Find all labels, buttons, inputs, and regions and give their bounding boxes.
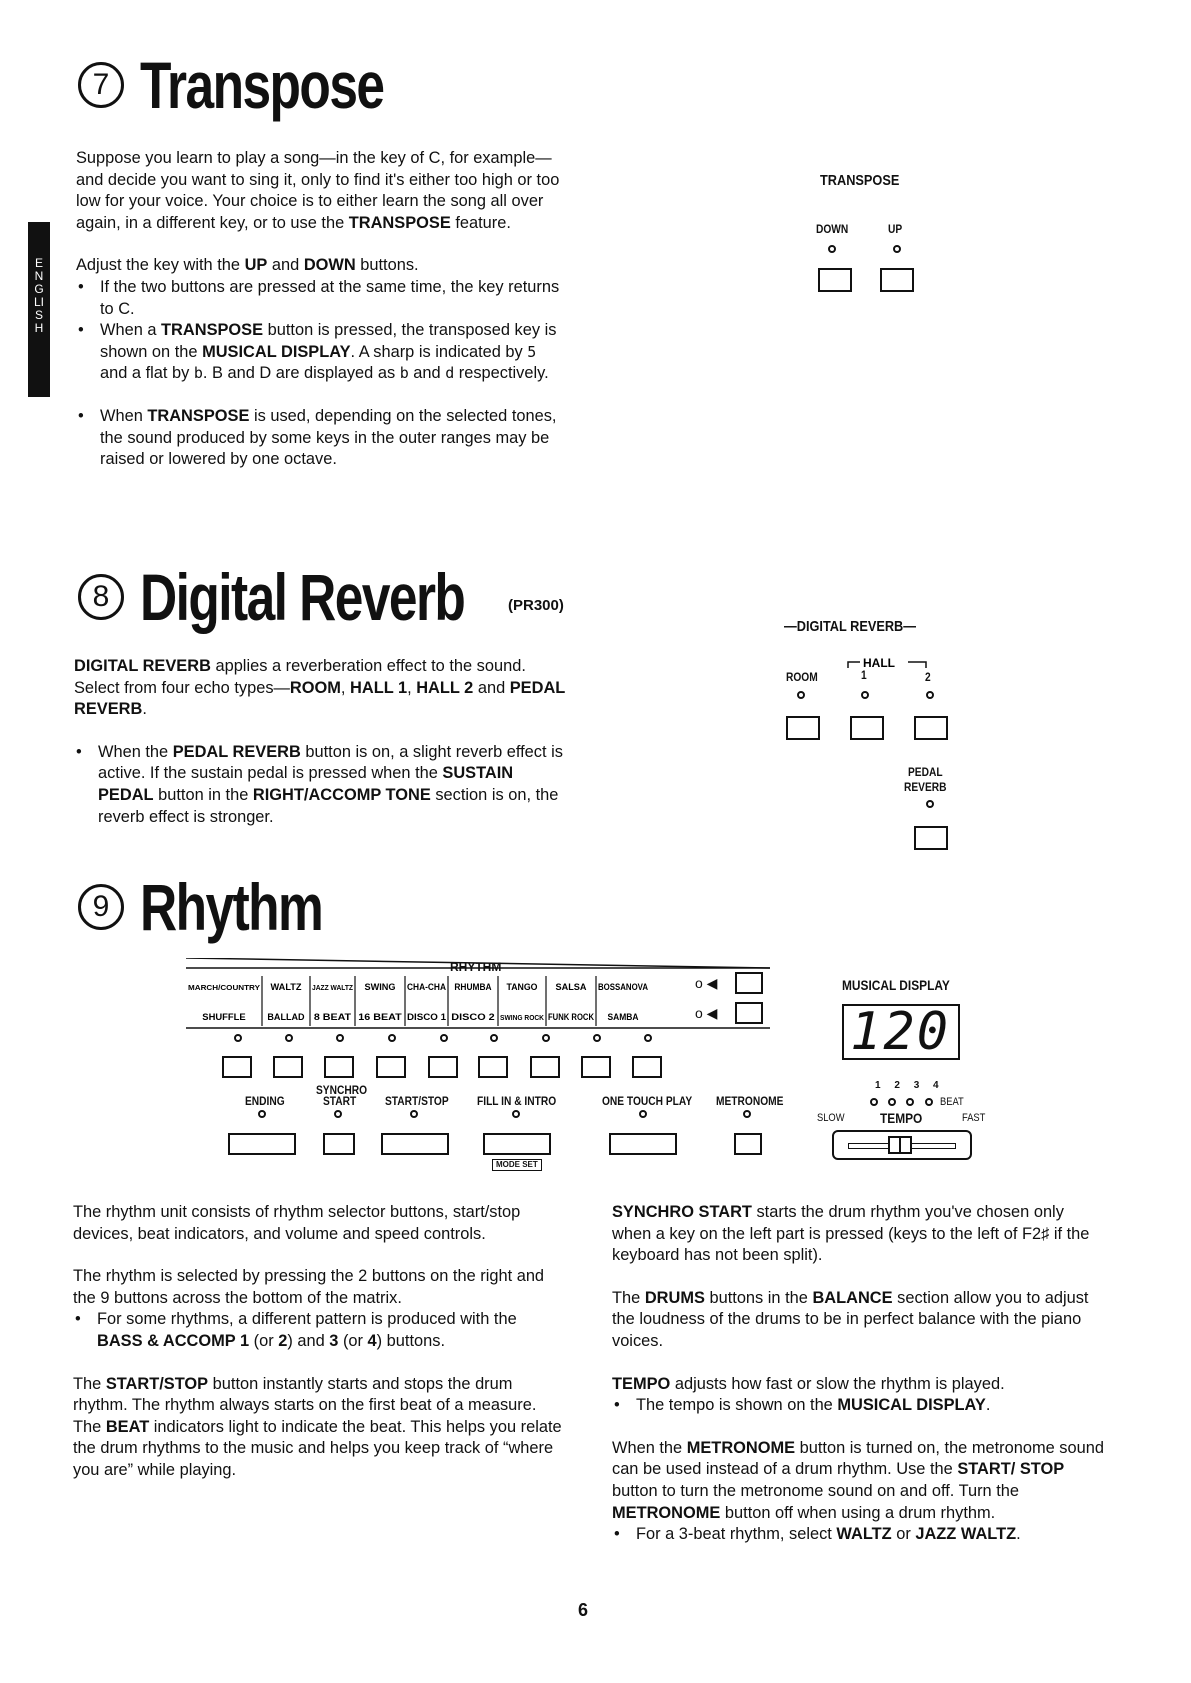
- rhythm-row1-label-4: CHA-CHA: [407, 982, 447, 993]
- b2g: . B and D are displayed as: [202, 364, 400, 383]
- rhythm-selector-button-1[interactable]: [222, 1056, 252, 1078]
- rhythm-selector-led-4: [388, 1034, 396, 1042]
- row1-led-arrow: o ◀: [695, 975, 718, 991]
- transpose-bullet-2: [76, 320, 568, 385]
- rhythm-row2-label-8: SAMBA: [607, 1012, 639, 1023]
- display-value: 120: [850, 1002, 950, 1062]
- rhythm-heading: [78, 870, 374, 944]
- reverb-hall2-label: 2: [925, 670, 931, 684]
- beat-2: 2: [894, 1080, 900, 1091]
- synchro-label-1: SYNCHRO: [316, 1083, 368, 1097]
- rb1b-r: MUSICAL DISPLAY: [837, 1396, 986, 1415]
- rhythm-right-bullet-1: [612, 1395, 1104, 1417]
- reverb-text: [74, 656, 568, 828]
- b2b: TRANSPOSE: [161, 321, 264, 340]
- transpose-down-led: [828, 245, 836, 253]
- reverb-title: Digital Reverb: [140, 560, 465, 634]
- metronome-button[interactable]: [734, 1133, 762, 1155]
- rhythm-selector-button-5[interactable]: [428, 1056, 458, 1078]
- beat-led-3: [906, 1098, 914, 1106]
- d-lcd-glyph: d: [445, 364, 455, 383]
- r1a: DIGITAL REVERB: [74, 657, 211, 675]
- b2h: and: [408, 364, 446, 383]
- side-tab-label: ENGLISH: [34, 256, 45, 335]
- tempo-slider[interactable]: [832, 1130, 972, 1160]
- rhythm-selector-button-9[interactable]: [632, 1056, 662, 1078]
- rhythm-title: Rhythm: [140, 870, 323, 944]
- rb2e: .: [1016, 1525, 1021, 1544]
- rhythm-row2-label-3: 16 BEAT: [358, 1012, 402, 1023]
- rhythm-selector-button-7[interactable]: [530, 1056, 560, 1078]
- reverb-bullet-1: [74, 742, 568, 828]
- rhythm-left-p3: [73, 1374, 566, 1482]
- rhythm-row2-label-0: SHUFFLE: [202, 1012, 246, 1023]
- rhythm-left-p1: The rhythm unit consists of rhythm selector buttons, start/stop devices, beat indicators, and volume and speed controls.: [73, 1203, 521, 1243]
- rhythm-row1-label-3: SWING: [364, 982, 396, 993]
- transpose-up-button[interactable]: [880, 268, 914, 292]
- transpose-intro-text: Suppose you learn to play a song—in the key of C, for example—and decide you want to sing it, only to find it's either too high or too low for your voice. Your choice is to either learn the song all over again, in a different key, or to use the: [76, 149, 560, 232]
- rhythm-header: RHYTHM: [450, 960, 502, 974]
- transpose-down-button[interactable]: [818, 268, 852, 292]
- page-number: 6: [578, 1600, 589, 1620]
- rhythm-right-p4: [612, 1438, 1104, 1524]
- transpose-bullet-3: [76, 406, 568, 471]
- beat-numbers: [875, 1080, 939, 1091]
- rhythm-left-p2: The rhythm is selected by pressing the 2 buttons on the right and the 9 buttons across the bottom of the matrix.: [73, 1267, 545, 1307]
- lp3c: button instantly starts and stops the drum rhythm. The rhythm always starts on the first beat of a measure. The: [73, 1374, 537, 1436]
- rhythm-right-bullet-2: [612, 1524, 1104, 1546]
- rp4c: button is turned on, the metronome sound can be used instead of a drum rhythm. Use the: [612, 1438, 1104, 1479]
- hall-bracket: [846, 656, 930, 672]
- rb1a-r: The tempo is shown on the: [636, 1396, 838, 1415]
- language-side-tab: [28, 222, 50, 397]
- transpose-title: Transpose: [140, 48, 384, 122]
- rhythm-row2-label-4: DISCO 1: [407, 1012, 447, 1023]
- rhythm-selector-led-6: [490, 1034, 498, 1042]
- lp3e: indicators light to indicate the beat. This helps you relate the drum rhythms to the music and helps you keep track of “where you are” while playing.: [73, 1417, 562, 1479]
- reverb-room-label: ROOM: [786, 670, 818, 684]
- tempo-label: TEMPO: [880, 1110, 923, 1126]
- synchro-start-led: [334, 1110, 342, 1118]
- rp2d: BALANCE: [812, 1288, 893, 1307]
- rp3a: TEMPO: [612, 1374, 671, 1393]
- rhythm-row2-label-1: BALLAD: [267, 1012, 305, 1023]
- section-number-8: 8: [78, 574, 124, 620]
- rb2a: For a 3-beat rhythm, select: [636, 1525, 837, 1544]
- rb1b: PEDAL REVERB: [172, 742, 301, 761]
- section-number-9: 9: [78, 884, 124, 930]
- startstop-label: START/STOP: [385, 1094, 449, 1108]
- b3a: When: [100, 406, 148, 425]
- pedal-reverb-label-1: PEDAL: [908, 765, 943, 779]
- rhythm-row1-label-0: MARCH/COUNTRY: [188, 983, 260, 992]
- r1b: applies a reverberation effect to the sound. Select from four echo types—: [74, 657, 526, 697]
- transpose-intro-end: feature.: [450, 213, 511, 232]
- sharp-lcd-glyph: 5: [527, 342, 537, 361]
- beat-4: 4: [933, 1080, 939, 1091]
- reverb-room-button[interactable]: [786, 716, 820, 740]
- rb1e: button in the: [153, 785, 253, 804]
- b2a: When a: [100, 321, 162, 340]
- rb1a: When the: [98, 742, 173, 761]
- rp3b: adjusts how fast or slow the rhythm is played.: [670, 1374, 1005, 1393]
- ending-label: ENDING: [245, 1094, 285, 1108]
- beat-1: 1: [875, 1080, 881, 1091]
- synchro-label-2: START: [323, 1094, 357, 1108]
- rhythm-selector-led-9: [644, 1034, 652, 1042]
- b2f: and a flat by: [100, 364, 194, 383]
- r1f: ,: [407, 678, 417, 697]
- reverb-bullets: [74, 742, 568, 828]
- rp4e: button to turn the metronome sound on and off. Turn the: [612, 1481, 1020, 1500]
- adjust-text-3: buttons.: [355, 256, 419, 275]
- rhythm-selector-button-6[interactable]: [478, 1056, 508, 1078]
- rp2c: buttons in the: [704, 1288, 813, 1307]
- mode-set-label: MODE SET: [492, 1159, 542, 1171]
- reverb-hall2-led: [926, 691, 934, 699]
- lb1i: ) buttons.: [376, 1331, 446, 1350]
- r1i: PEDAL REVERB: [74, 678, 566, 719]
- rhythm-selector-button-4[interactable]: [376, 1056, 406, 1078]
- tempo-slider-knob[interactable]: [888, 1136, 912, 1154]
- beat-led-1: [870, 1098, 878, 1106]
- lb1e: ) and: [287, 1331, 330, 1350]
- beat-label: BEAT: [940, 1096, 964, 1108]
- rhythm-row1-label-2: JAZZ WALTZ: [312, 983, 354, 992]
- rhythm-selector-button-2[interactable]: [273, 1056, 303, 1078]
- rb1f: RIGHT/ACCOMP TONE: [252, 785, 431, 804]
- pedal-reverb-button[interactable]: [914, 826, 948, 850]
- tempo-slow-label: SLOW: [817, 1112, 845, 1124]
- rhythm-row-2: [202, 1012, 638, 1023]
- row2-led-arrow: o ◀: [695, 1005, 718, 1021]
- rp2a: The: [612, 1288, 645, 1307]
- tempo-fast-label: FAST: [962, 1112, 986, 1124]
- rhythm-row-1: [188, 982, 648, 993]
- rhythm-row1-label-1: WALTZ: [270, 982, 302, 993]
- rp4g: button off when using a drum rhythm.: [720, 1503, 996, 1522]
- rhythm-row2-label-2: 8 BEAT: [313, 1012, 352, 1023]
- b2e: . A sharp is indicated by: [350, 342, 528, 361]
- rp2b: DRUMS: [644, 1288, 705, 1307]
- reverb-hall2-button[interactable]: [914, 716, 948, 740]
- flat-lcd-glyph: b: [193, 364, 203, 383]
- synchro-start-button[interactable]: [323, 1133, 355, 1155]
- rb1c: button is on, a slight reverb effect is active. If the sustain pedal is pressed when the: [98, 742, 563, 783]
- rp1b: starts the drum rhythm you've chosen only when a key on the left part is pressed (keys to the left of F2♯ if the keyboard has not been split).: [612, 1203, 1090, 1265]
- fill-intro-label: FILL IN & INTRO: [477, 1094, 557, 1108]
- pedal-reverb-led: [926, 800, 934, 808]
- lp3b: START/STOP: [105, 1374, 209, 1393]
- rhythm-selector-led-5: [440, 1034, 448, 1042]
- ending-led: [258, 1110, 266, 1118]
- rp1a: SYNCHRO START: [612, 1203, 752, 1221]
- transpose-heading: [78, 48, 453, 122]
- section-number-7: 7: [78, 62, 124, 108]
- lb1b: BASS & ACCOMP 1: [97, 1331, 250, 1350]
- lb1a: For some rhythms, a different pattern is produced with the: [97, 1310, 517, 1329]
- rhythm-selector-led-7: [542, 1034, 550, 1042]
- rhythm-row2-label-5: DISCO 2: [451, 1012, 495, 1023]
- r1g: HALL 2: [416, 678, 474, 697]
- one-touch-play-led: [639, 1110, 647, 1118]
- reverb-heading: [78, 560, 556, 634]
- r1h: and: [473, 678, 510, 697]
- rhythm-row1-label-8: BOSSANOVA: [598, 982, 649, 993]
- fill-in-intro-button[interactable]: [483, 1133, 551, 1155]
- rb1g: section is on, the reverb effect is stronger.: [98, 785, 559, 826]
- rhythm-right-text: [612, 1202, 1104, 1546]
- transpose-up-led: [893, 245, 901, 253]
- reverb-hall1-button[interactable]: [850, 716, 884, 740]
- transpose-panel-label: TRANSPOSE: [820, 172, 900, 189]
- reverb-panel-label: —DIGITAL REVERB—: [784, 618, 917, 635]
- lb1h: 4: [367, 1331, 377, 1350]
- rhythm-selector-button-8[interactable]: [581, 1056, 611, 1078]
- rhythm-row2-label-6: SWING ROCK: [500, 1013, 545, 1022]
- b3c: is used, depending on the selected tones, the sound produced by some keys in the outer ranges may be raised or lowered by one octave.: [100, 406, 557, 469]
- ending-button[interactable]: [228, 1133, 296, 1155]
- transpose-adjust: [76, 255, 568, 277]
- rhythm-right-p1: [612, 1202, 1104, 1267]
- b2d: MUSICAL DISPLAY: [202, 342, 351, 361]
- rb2c: or: [891, 1525, 916, 1544]
- adjust-down: DOWN: [303, 256, 356, 275]
- metronome-led: [743, 1110, 751, 1118]
- one-touch-play-label: ONE TOUCH PLAY: [602, 1094, 693, 1108]
- lp3a: The: [73, 1374, 106, 1393]
- rhythm-selector-led-1: [234, 1034, 242, 1042]
- rhythm-right-bullets-2: [612, 1524, 1104, 1546]
- lb1g: (or: [338, 1331, 368, 1350]
- beat-3: 3: [913, 1080, 920, 1091]
- transpose-intro-bold: TRANSPOSE: [348, 213, 451, 232]
- rhythm-left-bullet-1: [73, 1309, 566, 1352]
- hall-bracket-text: HALL: [863, 656, 895, 670]
- beat-led-2: [888, 1098, 896, 1106]
- rhythm-row1-label-5: RHUMBA: [454, 982, 492, 993]
- rhythm-right-p3: [612, 1374, 1104, 1396]
- rp4d: START/ STOP: [957, 1460, 1065, 1479]
- reverb-room-led: [797, 691, 805, 699]
- adjust-text-1: Adjust the key with the: [76, 256, 245, 275]
- start-stop-button[interactable]: [381, 1133, 449, 1155]
- lb1f: 3: [329, 1331, 339, 1350]
- transpose-up-label: UP: [888, 222, 903, 236]
- rp2e: section allow you to adjust the loudness of the drums to be in perfect balance with the piano voices.: [612, 1288, 1089, 1350]
- rhythm-selector-led-8: [593, 1034, 601, 1042]
- rhythm-selector-led-2: [285, 1034, 293, 1042]
- transpose-down-label: DOWN: [816, 222, 849, 236]
- rhythm-selector-led-3: [336, 1034, 344, 1042]
- rhythm-row1-label-7: SALSA: [555, 982, 587, 993]
- r1c: ROOM: [289, 678, 341, 697]
- transpose-bullets: [76, 277, 568, 471]
- adjust-text-2: and: [267, 256, 304, 275]
- adjust-up: UP: [244, 256, 268, 275]
- rhythm-row2-label-7: FUNK ROCK: [548, 1012, 595, 1023]
- rb1c-r: .: [985, 1396, 991, 1415]
- rp4f: METRONOME: [612, 1503, 721, 1522]
- r1j: .: [142, 700, 147, 719]
- b3b: TRANSPOSE: [147, 406, 250, 425]
- musical-display: [842, 1004, 960, 1060]
- rp4b: METRONOME: [686, 1438, 796, 1457]
- start-stop-led: [410, 1110, 418, 1118]
- rhythm-left-text: [73, 1202, 566, 1482]
- rhythm-right-p2: [612, 1288, 1104, 1353]
- transpose-intro: [76, 148, 568, 234]
- one-touch-play-button[interactable]: [609, 1133, 677, 1155]
- r1d: ,: [340, 678, 351, 697]
- reverb-hall1-led: [861, 691, 869, 699]
- b2i: respectively.: [454, 364, 549, 383]
- rhythm-selector-button-3[interactable]: [324, 1056, 354, 1078]
- rhythm-row1-label-6: TANGO: [506, 982, 538, 993]
- rb1d: SUSTAIN PEDAL: [98, 764, 514, 804]
- b2c: button is pressed, the transposed key is shown on the: [100, 321, 557, 361]
- rb2b: WALTZ: [836, 1525, 892, 1544]
- transpose-bullet-1: • If the two buttons are pressed at the same time, the key returns to C.: [76, 277, 568, 320]
- fill-in-led: [512, 1110, 520, 1118]
- rhythm-row2-select-button[interactable]: [735, 1002, 763, 1024]
- lb1d: 2: [278, 1331, 288, 1350]
- reverb-paragraph: [74, 656, 568, 721]
- rp4a: When the: [612, 1438, 687, 1457]
- reverb-model: (PR300): [508, 597, 564, 614]
- lb1c: (or: [249, 1331, 279, 1350]
- lp3d: BEAT: [105, 1417, 150, 1436]
- rhythm-right-bullets-1: [612, 1395, 1104, 1417]
- transpose-text: [76, 148, 568, 471]
- metronome-label: METRONOME: [716, 1094, 784, 1108]
- rb2d: JAZZ WALTZ: [915, 1525, 1017, 1544]
- b-lcd-glyph: b: [399, 364, 409, 383]
- musical-display-label: MUSICAL DISPLAY: [842, 977, 950, 993]
- r1e: HALL 1: [350, 678, 408, 697]
- rhythm-row1-select-button[interactable]: [735, 972, 763, 994]
- rhythm-left-bullets: [73, 1309, 566, 1352]
- pedal-reverb-label-2: REVERB: [904, 780, 947, 794]
- reverb-hall1-label: 1: [861, 668, 867, 682]
- beat-led-4: [925, 1098, 933, 1106]
